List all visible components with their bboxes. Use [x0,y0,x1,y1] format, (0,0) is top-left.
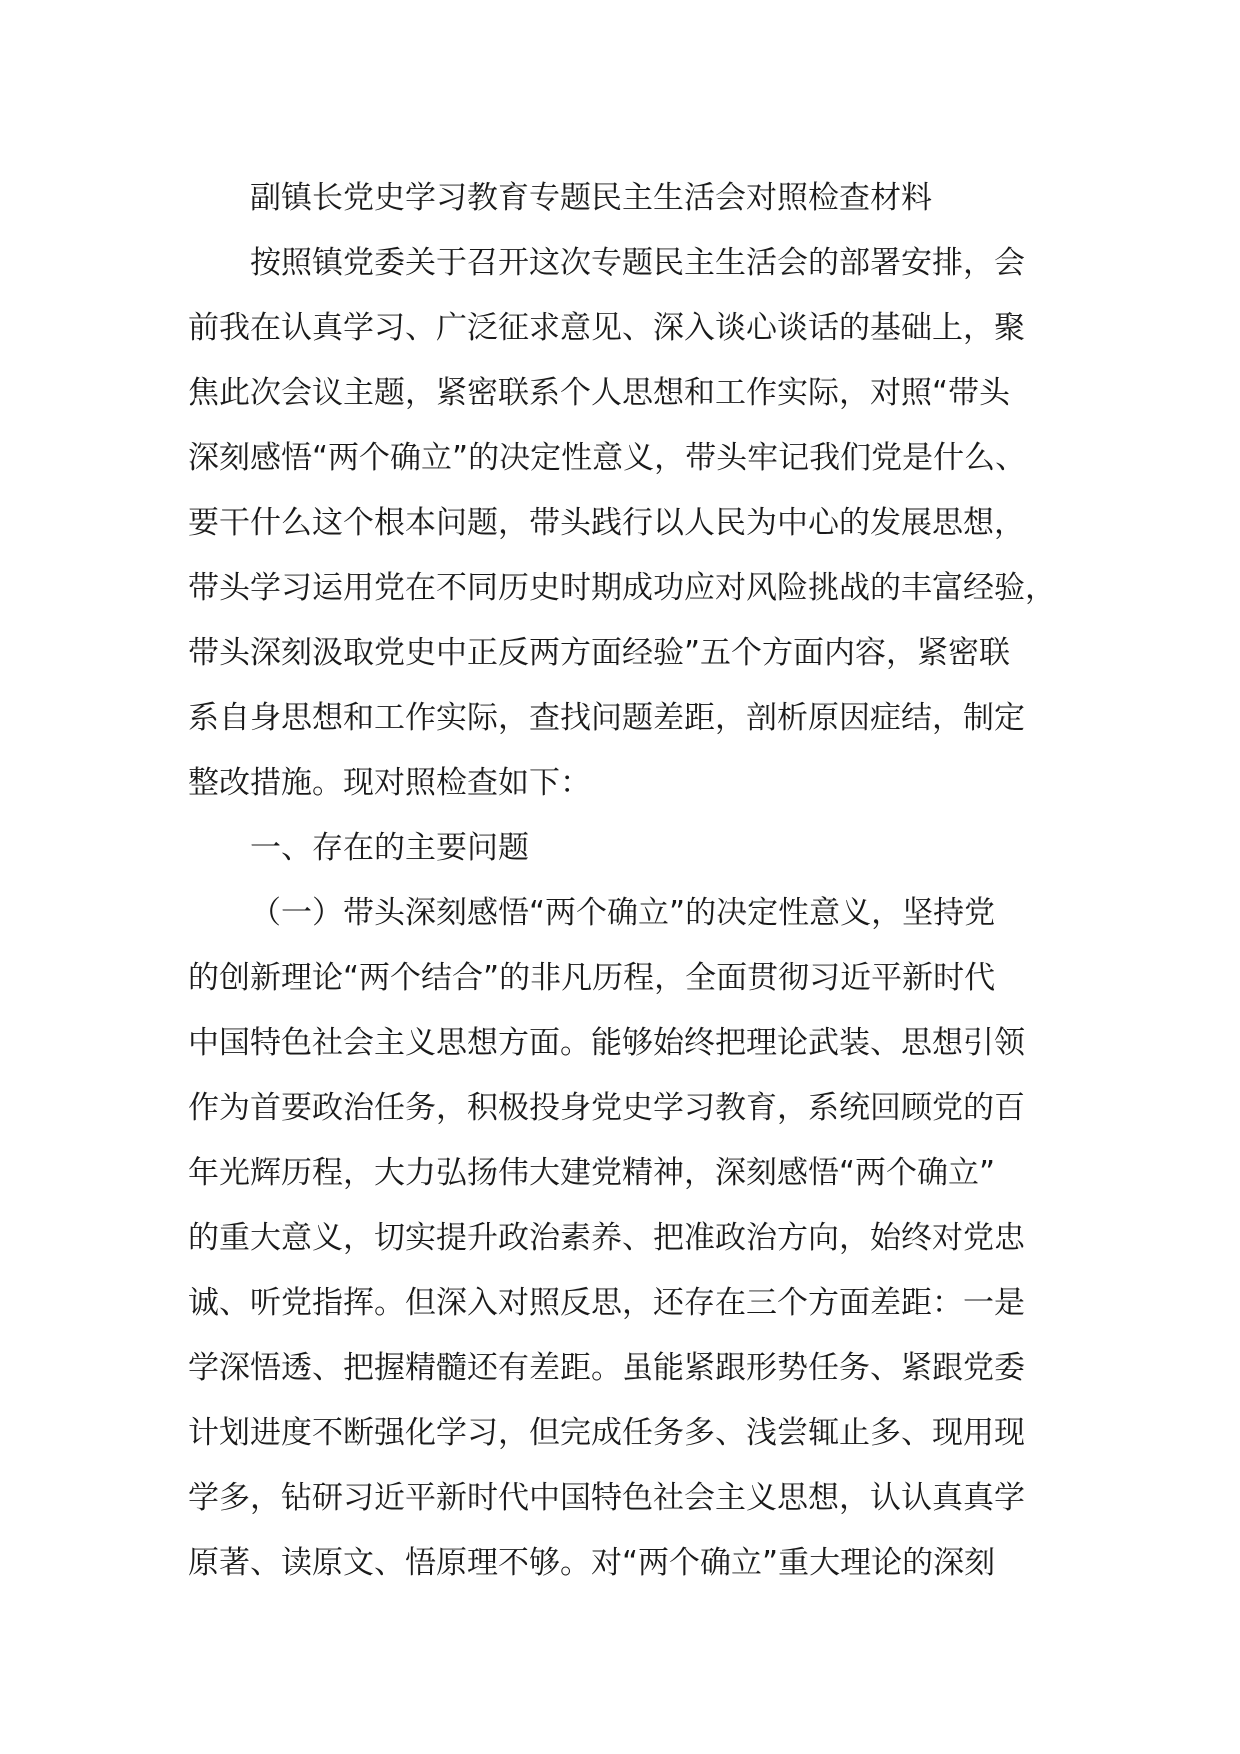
text-line: 中国特色社会主义思想方面。能够始终把理论武装、思想引领 [188,1025,1025,1061]
text-line: 诚、听党指挥。但深入对照反思，还存在三个方面差距：一是 [188,1285,1025,1321]
text-line: 的重大意义，切实提升政治素养、把准政治方向，始终对党忠 [188,1220,1025,1256]
document-title: 副镇长党史学习教育专题民主生活会对照检查材料 [250,180,932,216]
text-line: 作为首要政治任务，积极投身党史学习教育，系统回顾党的百 [188,1090,1025,1126]
text-line: 要干什么这个根本问题，带头践行以人民为中心的发展思想， [188,505,1025,541]
text-line: （一）带头深刻感悟“两个确立”的决定性意义，坚持党 [250,895,996,931]
section1-paragraph [188,881,1088,1596]
text-line: 前我在认真学习、广泛征求意见、深入谈心谈话的基础上，聚 [188,310,1025,346]
section-heading: 一、存在的主要问题 [250,830,529,866]
text-line: 计划进度不断强化学习，但完成任务多、浅尝辄止多、现用现 [188,1415,1025,1451]
text-line: 带头深刻汲取党史中正反两方面经验”五个方面内容，紧密联 [188,635,1011,671]
text-line: 学深悟透、把握精髓还有差距。虽能紧跟形势任务、紧跟党委 [188,1350,1025,1386]
text-line: 带头学习运用党在不同历史时期成功应对风险挑战的丰富经验， [188,570,1056,606]
intro-paragraph [188,231,1088,816]
text-line: 整改措施。现对照检查如下： [188,765,591,801]
text-line: 学多，钻研习近平新时代中国特色社会主义思想，认认真真学 [188,1480,1025,1516]
text-line: 年光辉历程，大力弘扬伟大建党精神，深刻感悟“两个确立” [188,1155,996,1191]
text-line: 深刻感悟“两个确立”的决定性意义，带头牢记我们党是什么、 [188,440,1027,476]
text-line: 原著、读原文、悟原理不够。对“两个确立”重大理论的深刻 [188,1545,996,1581]
text-line: 系自身思想和工作实际，查找问题差距，剖析原因症结，制定 [188,700,1025,736]
document-body [188,166,1088,1596]
text-line: 按照镇党委关于召开这次专题民主生活会的部署安排，会 [250,245,1025,281]
text-line: 焦此次会议主题，紧密联系个人思想和工作实际，对照“带头 [188,375,1011,411]
text-line: 的创新理论“两个结合”的非凡历程，全面贯彻习近平新时代 [188,960,996,996]
